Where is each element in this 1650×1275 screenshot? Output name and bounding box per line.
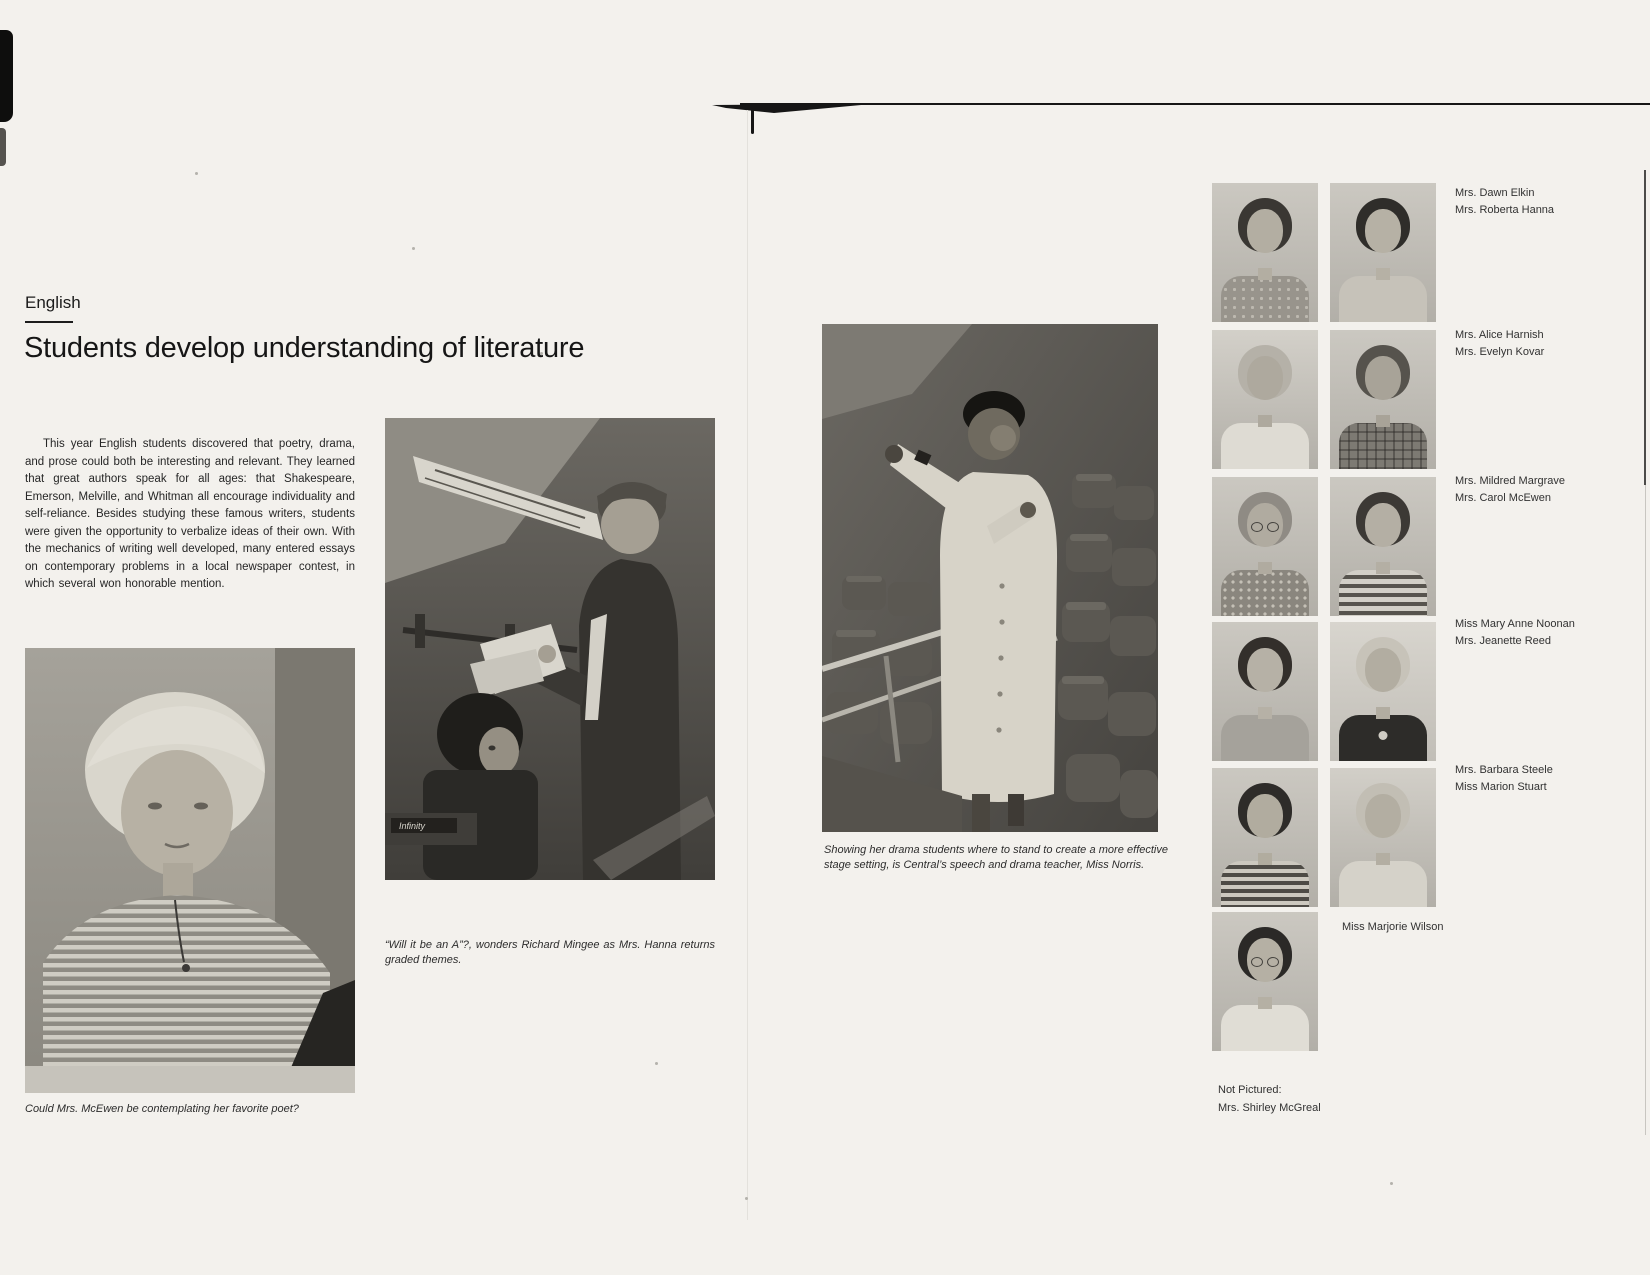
faculty-name: Mrs. Dawn Elkin	[1455, 187, 1535, 199]
portrait-harnish	[1212, 330, 1318, 469]
faculty-name: Mrs. Carol McEwen	[1455, 492, 1551, 504]
not-pictured-name: Mrs. Shirley McGreal	[1218, 1102, 1321, 1114]
binding-tick-mark	[751, 104, 754, 134]
dust-speck	[655, 1062, 658, 1065]
portrait-reed	[1330, 622, 1436, 761]
section-underline	[25, 321, 73, 323]
book-spine-text: Infinity	[399, 821, 426, 831]
portrait-torso	[1339, 423, 1427, 469]
faculty-label-group-1	[1455, 185, 1554, 219]
portrait-torso	[1221, 1005, 1309, 1051]
photo-mcewen-image	[25, 648, 355, 1093]
dust-speck	[195, 172, 198, 175]
dust-speck	[412, 247, 415, 250]
binding-shadow	[712, 104, 872, 116]
page-right-edge-line	[1644, 170, 1646, 485]
photo-mcewen	[25, 648, 355, 1093]
portrait-torso	[1221, 276, 1309, 322]
faculty-label-group-5	[1455, 762, 1553, 796]
faculty-name: Miss Marion Stuart	[1455, 781, 1547, 793]
portrait-face	[1247, 209, 1283, 253]
faculty-name: Mrs. Barbara Steele	[1455, 764, 1553, 776]
faculty-name: Mrs. Mildred Margrave	[1455, 475, 1566, 487]
photo-mcewen-caption: Could Mrs. McEwen be contemplating her favorite poet?	[25, 1103, 299, 1115]
portrait-face	[1365, 209, 1401, 253]
portrait-torso	[1339, 570, 1427, 616]
portrait-face	[1247, 648, 1283, 692]
dust-speck	[745, 1197, 748, 1200]
portrait-steele	[1212, 768, 1318, 907]
dust-speck	[1390, 1182, 1393, 1185]
portrait-torso	[1339, 861, 1427, 907]
scan-edge-blob	[0, 30, 13, 122]
not-pictured-note	[1218, 1081, 1321, 1117]
body-paragraph: This year English students discovered that poetry, drama, and prose could both be interesting and relevant. They learned that great authors speak for all ages: that Shakespeare, Emerson, Melville, and Whitman all encourage individuality and self-reliance. Besides studying these famous writers, students were given the opportunity to verbalize ideas of their own. With the mechanics of writing well developed, many entered essays on contemporary problems in a local newspaper contest, in which several won honorable mention.	[25, 438, 355, 590]
not-pictured-heading: Not Pictured:	[1218, 1084, 1282, 1096]
page-title: Students develop understanding of literature	[24, 332, 585, 364]
faculty-name: Mrs. Jeanette Reed	[1455, 635, 1551, 647]
portrait-torso	[1221, 423, 1309, 469]
photo-classroom-caption: “Will it be an A”?, wonders Richard Mingee as Mrs. Hanna returns graded themes.	[385, 939, 715, 966]
photo-drama	[822, 324, 1158, 832]
portrait-torso	[1339, 715, 1427, 761]
portrait-face	[1247, 794, 1283, 838]
faculty-label-group-4	[1455, 616, 1575, 650]
page-gutter-line	[747, 110, 748, 1220]
faculty-name-wilson: Miss Marjorie Wilson	[1342, 921, 1444, 933]
photo-drama-caption: Showing her drama students where to stand to create a more effective stage setting, is Central’s speech and drama teacher, Miss Norris.	[824, 844, 1168, 871]
faculty-label-group-3	[1455, 473, 1565, 507]
portrait-elkin	[1212, 183, 1318, 322]
portrait-wilson	[1212, 912, 1318, 1051]
portrait-noonan	[1212, 622, 1318, 761]
page-top-edge-line	[740, 103, 1650, 105]
scan-edge-blob-small	[0, 128, 6, 166]
portrait-hanna	[1330, 183, 1436, 322]
portrait-face	[1365, 648, 1401, 692]
portrait-face	[1365, 356, 1401, 400]
photo-classroom-image	[385, 418, 715, 880]
portrait-stuart	[1330, 768, 1436, 907]
section-label: English	[25, 293, 81, 312]
portrait-torso	[1221, 570, 1309, 616]
glasses-icon	[1250, 957, 1280, 968]
glasses-icon	[1250, 522, 1280, 533]
portrait-mcewen	[1330, 477, 1436, 616]
faculty-name: Mrs. Evelyn Kovar	[1455, 346, 1545, 358]
portrait-torso	[1221, 715, 1309, 761]
page-right-edge-line-faint	[1645, 485, 1646, 1135]
faculty-name: Mrs. Roberta Hanna	[1455, 204, 1555, 216]
portrait-torso	[1221, 861, 1309, 907]
faculty-label-group-2	[1455, 327, 1544, 361]
portrait-torso	[1339, 276, 1427, 322]
portrait-kovar	[1330, 330, 1436, 469]
portrait-face	[1365, 794, 1401, 838]
faculty-name: Mrs. Alice Harnish	[1455, 329, 1544, 341]
portrait-face	[1365, 503, 1401, 547]
portrait-face	[1247, 356, 1283, 400]
photo-classroom	[385, 418, 715, 880]
faculty-name: Miss Mary Anne Noonan	[1455, 618, 1575, 630]
photo-drama-image	[822, 324, 1158, 832]
portrait-margrave	[1212, 477, 1318, 616]
